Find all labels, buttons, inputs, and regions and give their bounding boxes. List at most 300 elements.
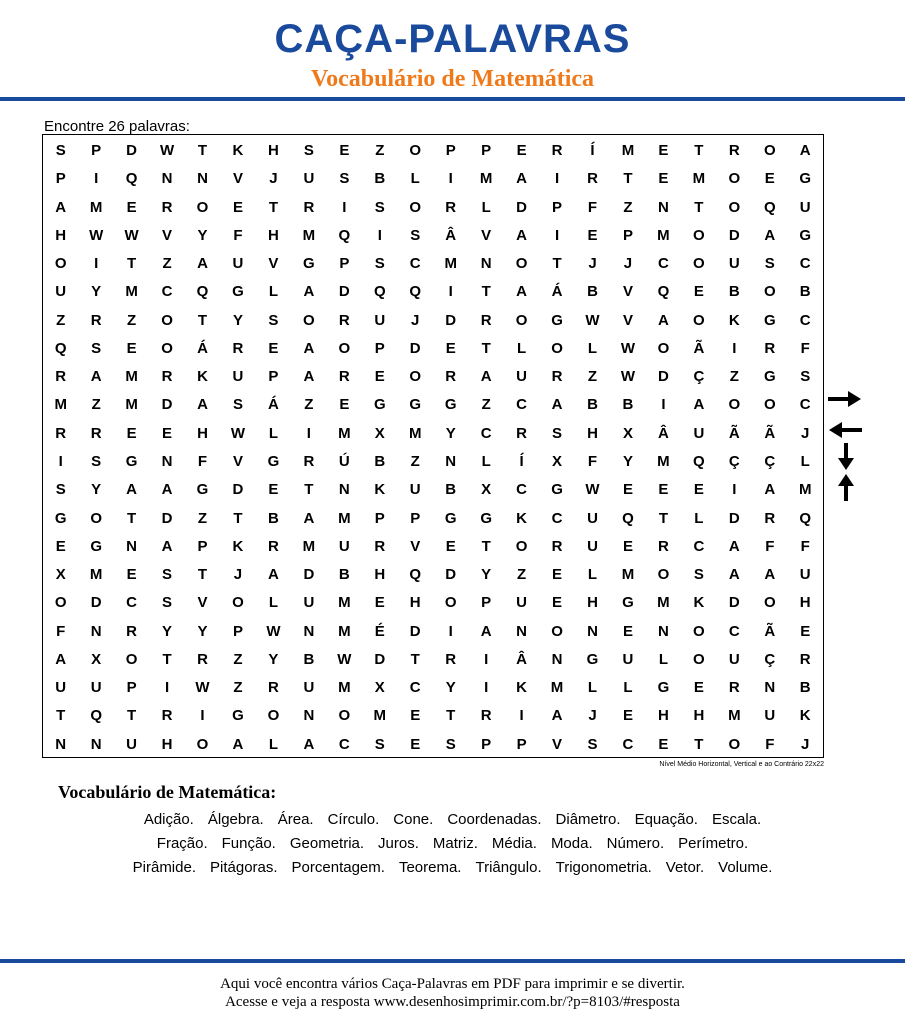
grid-cell[interactable]: L [694, 509, 704, 527]
grid-cell[interactable]: J [623, 255, 633, 273]
grid-cell[interactable]: L [268, 735, 278, 753]
grid-cell[interactable]: A [516, 226, 528, 244]
grid-cell[interactable]: I [377, 226, 382, 244]
grid-cell[interactable]: O [444, 594, 457, 612]
grid-cell[interactable]: J [233, 566, 243, 584]
grid-cell[interactable]: S [232, 396, 243, 414]
grid-cell[interactable]: E [410, 735, 421, 753]
grid-cell[interactable]: P [481, 142, 492, 159]
grid-cell[interactable]: U [55, 283, 67, 301]
grid-cell[interactable]: W [266, 622, 281, 640]
grid-cell[interactable]: X [622, 424, 633, 442]
grid-cell[interactable]: Z [197, 509, 208, 527]
grid-cell[interactable]: A [197, 255, 208, 273]
grid-cell[interactable]: Q [409, 566, 422, 584]
grid-cell[interactable]: H [587, 594, 598, 612]
grid-cell[interactable]: P [481, 594, 492, 612]
grid-cell[interactable]: P [339, 255, 350, 273]
grid-cell[interactable]: R [303, 198, 315, 216]
grid-cell[interactable]: E [658, 170, 669, 188]
grid-cell[interactable]: N [90, 735, 102, 753]
grid-cell[interactable]: D [409, 339, 421, 357]
grid-cell[interactable]: C [622, 735, 634, 753]
grid-cell[interactable]: W [124, 226, 139, 244]
grid-cell[interactable]: N [161, 453, 173, 470]
grid-cell[interactable]: O [196, 198, 209, 216]
grid-cell[interactable]: W [159, 142, 175, 159]
grid-cell[interactable]: B [728, 283, 740, 301]
grid-cell[interactable]: Y [197, 622, 208, 640]
grid-cell[interactable]: O [728, 198, 741, 216]
grid-cell[interactable]: U [693, 424, 705, 442]
grid-cell[interactable]: U [587, 509, 598, 527]
grid-cell[interactable]: M [798, 481, 812, 499]
grid-cell[interactable]: G [444, 396, 457, 414]
grid-cell[interactable]: S [91, 339, 102, 357]
grid-cell[interactable]: K [516, 509, 528, 527]
grid-cell[interactable]: C [693, 537, 705, 555]
grid-cell[interactable]: G [373, 396, 386, 414]
grid-cell[interactable]: B [303, 650, 315, 668]
grid-cell[interactable]: V [197, 594, 208, 612]
grid-cell[interactable]: L [658, 650, 668, 668]
grid-cell[interactable]: F [765, 735, 775, 753]
grid-cell[interactable]: E [445, 537, 456, 555]
grid-cell[interactable]: A [55, 198, 67, 216]
grid-cell[interactable]: S [303, 142, 314, 159]
grid-cell[interactable]: F [765, 537, 775, 555]
grid-cell[interactable]: R [445, 650, 457, 668]
grid-cell[interactable]: A [480, 622, 492, 640]
grid-cell[interactable]: E [658, 735, 669, 753]
grid-cell[interactable]: Q [125, 170, 138, 188]
grid-cell[interactable]: F [197, 453, 208, 470]
grid-cell[interactable]: A [303, 339, 315, 357]
grid-cell[interactable]: Z [375, 142, 385, 159]
grid-cell[interactable]: R [90, 424, 102, 442]
grid-cell[interactable]: A [90, 368, 102, 386]
grid-cell[interactable]: G [196, 481, 209, 499]
grid-cell[interactable]: Q [693, 453, 705, 470]
grid-cell[interactable]: A [55, 650, 67, 668]
grid-cell[interactable]: F [800, 339, 810, 357]
grid-cell[interactable]: T [552, 255, 562, 273]
grid-cell[interactable]: U [303, 170, 315, 188]
grid-cell[interactable]: M [125, 396, 138, 414]
grid-cell[interactable]: M [89, 198, 103, 216]
grid-cell[interactable]: S [800, 368, 811, 386]
grid-cell[interactable]: J [801, 424, 810, 442]
grid-cell[interactable]: R [728, 142, 740, 159]
grid-cell[interactable]: B [587, 396, 598, 414]
grid-cell[interactable]: M [338, 622, 351, 640]
grid-cell[interactable]: I [448, 170, 453, 188]
grid-cell[interactable]: P [55, 170, 66, 188]
grid-cell[interactable]: O [90, 509, 102, 527]
grid-cell[interactable]: R [90, 311, 102, 329]
grid-cell[interactable]: G [622, 594, 634, 612]
grid-cell[interactable]: N [480, 255, 492, 273]
grid-cell[interactable]: Z [729, 368, 739, 386]
grid-cell[interactable]: N [657, 622, 669, 640]
grid-cell[interactable]: B [267, 509, 279, 527]
grid-cell[interactable]: R [267, 679, 279, 697]
grid-cell[interactable]: S [339, 170, 350, 188]
grid-cell[interactable]: O [267, 707, 280, 725]
grid-cell[interactable]: X [91, 650, 102, 668]
grid-cell[interactable]: Q [409, 283, 422, 301]
grid-cell[interactable]: Q [90, 707, 102, 725]
grid-cell[interactable]: D [161, 396, 173, 414]
grid-cell[interactable]: P [91, 142, 102, 159]
grid-cell[interactable]: E [126, 566, 137, 584]
grid-cell[interactable]: W [585, 481, 600, 499]
grid-cell[interactable]: O [657, 339, 670, 357]
grid-cell[interactable]: T [197, 311, 208, 329]
grid-cell[interactable]: A [657, 311, 669, 329]
grid-cell[interactable]: L [481, 198, 491, 216]
grid-cell[interactable]: M [302, 226, 316, 244]
grid-cell[interactable]: M [89, 566, 103, 584]
grid-cell[interactable]: C [657, 255, 669, 273]
grid-cell[interactable]: R [267, 537, 279, 555]
grid-cell[interactable]: K [232, 537, 244, 555]
grid-cell[interactable]: S [162, 566, 173, 584]
grid-cell[interactable]: R [374, 537, 386, 555]
grid-cell[interactable]: Y [481, 566, 492, 584]
grid-cell[interactable]: N [516, 622, 528, 640]
grid-cell[interactable]: I [661, 396, 666, 414]
grid-cell[interactable]: H [267, 226, 279, 244]
grid-cell[interactable]: E [445, 339, 456, 357]
grid-cell[interactable]: Y [162, 622, 173, 640]
grid-cell[interactable]: R [338, 368, 350, 386]
grid-cell[interactable]: Q [763, 198, 776, 216]
grid-cell[interactable]: A [728, 537, 740, 555]
grid-cell[interactable]: P [516, 735, 527, 753]
grid-cell[interactable]: G [90, 537, 102, 555]
grid-cell[interactable]: R [445, 198, 457, 216]
grid-cell[interactable]: R [445, 368, 457, 386]
grid-cell[interactable]: W [89, 226, 104, 244]
grid-cell[interactable]: B [587, 283, 598, 301]
grid-cell[interactable]: O [196, 735, 209, 753]
grid-cell[interactable]: S [445, 735, 456, 753]
grid-cell[interactable]: V [232, 170, 243, 188]
grid-cell[interactable]: U [587, 537, 598, 555]
grid-cell[interactable]: V [232, 453, 243, 470]
grid-cell[interactable]: R [55, 368, 67, 386]
grid-cell[interactable]: Á [551, 283, 563, 301]
grid-cell[interactable]: D [445, 311, 457, 329]
grid-cell[interactable]: R [55, 424, 67, 442]
grid-cell[interactable]: Y [268, 650, 279, 668]
grid-cell[interactable]: R [551, 537, 563, 555]
grid-cell[interactable]: P [410, 509, 421, 527]
grid-cell[interactable]: O [763, 594, 776, 612]
grid-cell[interactable]: B [799, 679, 811, 697]
grid-cell[interactable]: Â [657, 424, 669, 442]
grid-cell[interactable]: Ç [764, 453, 776, 470]
grid-cell[interactable]: I [554, 226, 560, 244]
grid-cell[interactable]: Á [267, 396, 279, 414]
grid-cell[interactable]: R [232, 339, 244, 357]
grid-cell[interactable]: K [693, 594, 705, 612]
grid-cell[interactable]: O [693, 255, 705, 273]
grid-cell[interactable]: E [162, 424, 173, 442]
grid-cell[interactable]: D [728, 594, 740, 612]
grid-cell[interactable]: D [338, 283, 350, 301]
grid-cell[interactable]: L [517, 339, 527, 357]
grid-cell[interactable]: L [587, 566, 598, 584]
grid-cell[interactable]: T [56, 707, 66, 725]
grid-cell[interactable]: D [409, 622, 421, 640]
grid-cell[interactable]: M [621, 566, 635, 584]
grid-cell[interactable]: A [126, 481, 138, 499]
grid-cell[interactable]: U [55, 679, 67, 697]
grid-cell[interactable]: E [693, 283, 704, 301]
grid-cell[interactable]: V [410, 537, 421, 555]
grid-cell[interactable]: E [552, 594, 563, 612]
grid-cell[interactable]: R [728, 679, 740, 697]
grid-cell[interactable]: G [267, 453, 280, 470]
grid-cell[interactable]: Z [56, 311, 66, 329]
grid-cell[interactable]: A [161, 481, 173, 499]
grid-cell[interactable]: W [620, 339, 636, 357]
grid-cell[interactable]: C [409, 255, 421, 273]
grid-cell[interactable]: O [693, 650, 705, 668]
grid-cell[interactable]: O [303, 311, 315, 329]
grid-cell[interactable]: P [374, 339, 385, 357]
grid-cell[interactable]: T [446, 707, 456, 725]
grid-cell[interactable]: X [481, 481, 492, 499]
grid-cell[interactable]: G [551, 311, 563, 329]
grid-cell[interactable]: É [374, 622, 385, 640]
grid-cell[interactable]: G [54, 509, 67, 527]
grid-cell[interactable]: C [409, 679, 421, 697]
grid-cell[interactable]: Z [91, 396, 101, 414]
grid-cell[interactable]: Ç [728, 453, 740, 470]
grid-cell[interactable]: E [268, 339, 279, 357]
grid-cell[interactable]: O [515, 255, 528, 273]
grid-cell[interactable]: E [374, 594, 385, 612]
grid-cell[interactable]: C [551, 509, 563, 527]
grid-cell[interactable]: G [409, 396, 422, 414]
grid-cell[interactable]: D [516, 198, 528, 216]
grid-cell[interactable]: Í [519, 453, 524, 470]
grid-cell[interactable]: P [374, 509, 385, 527]
grid-cell[interactable]: O [409, 198, 422, 216]
grid-cell[interactable]: D [126, 142, 138, 159]
grid-cell[interactable]: B [338, 566, 350, 584]
grid-cell[interactable]: M [125, 368, 138, 386]
grid-cell[interactable]: Q [657, 283, 670, 301]
grid-cell[interactable]: Y [91, 283, 102, 301]
grid-cell[interactable]: S [55, 481, 66, 499]
grid-cell[interactable]: R [764, 339, 776, 357]
grid-cell[interactable]: O [54, 255, 67, 273]
grid-cell[interactable]: M [338, 509, 351, 527]
grid-cell[interactable]: O [551, 339, 563, 357]
grid-cell[interactable]: K [232, 142, 244, 159]
grid-cell[interactable]: O [338, 339, 351, 357]
grid-cell[interactable]: S [162, 594, 173, 612]
grid-cell[interactable]: Y [197, 226, 208, 244]
grid-cell[interactable]: R [657, 537, 669, 555]
grid-cell[interactable]: Y [445, 424, 456, 442]
grid-cell[interactable]: S [552, 424, 563, 442]
grid-cell[interactable]: L [268, 424, 278, 442]
grid-cell[interactable]: R [197, 650, 208, 668]
grid-cell[interactable]: F [233, 226, 243, 244]
grid-cell[interactable]: E [800, 622, 811, 640]
grid-cell[interactable]: B [445, 481, 457, 499]
grid-cell[interactable]: E [658, 481, 669, 499]
grid-cell[interactable]: A [516, 170, 528, 188]
grid-cell[interactable]: P [126, 679, 137, 697]
grid-cell[interactable]: I [342, 198, 347, 216]
grid-cell[interactable]: E [658, 142, 669, 159]
grid-cell[interactable]: D [161, 509, 173, 527]
grid-cell[interactable]: T [162, 650, 172, 668]
grid-cell[interactable]: O [409, 368, 422, 386]
grid-cell[interactable]: N [55, 735, 67, 753]
grid-cell[interactable]: U [409, 481, 421, 499]
grid-cell[interactable]: C [161, 283, 173, 301]
grid-cell[interactable]: M [338, 679, 351, 697]
grid-cell[interactable]: U [516, 594, 528, 612]
grid-cell[interactable]: I [519, 707, 524, 725]
grid-cell[interactable]: B [374, 453, 386, 470]
grid-cell[interactable]: I [306, 424, 311, 442]
grid-cell[interactable]: Z [623, 198, 633, 216]
grid-cell[interactable]: Z [162, 255, 172, 273]
grid-cell[interactable]: O [693, 311, 705, 329]
grid-cell[interactable]: M [408, 424, 422, 442]
grid-cell[interactable]: I [448, 283, 453, 301]
grid-cell[interactable]: V [622, 283, 633, 301]
grid-cell[interactable]: W [337, 650, 352, 668]
grid-cell[interactable]: P [197, 537, 208, 555]
grid-cell[interactable]: E [622, 707, 633, 725]
grid-cell[interactable]: U [303, 594, 315, 612]
grid-cell[interactable]: N [303, 707, 315, 725]
grid-cell[interactable]: J [588, 707, 597, 725]
grid-cell[interactable]: G [232, 283, 244, 301]
grid-cell[interactable]: Y [232, 311, 243, 329]
grid-cell[interactable]: E [126, 424, 137, 442]
grid-cell[interactable]: R [480, 707, 492, 725]
grid-cell[interactable]: T [623, 170, 633, 188]
grid-cell[interactable]: P [622, 226, 633, 244]
grid-cell[interactable]: E [693, 679, 704, 697]
grid-cell[interactable]: A [764, 226, 776, 244]
grid-cell[interactable]: E [126, 198, 137, 216]
grid-cell[interactable]: A [764, 481, 776, 499]
grid-cell[interactable]: M [373, 707, 387, 725]
grid-cell[interactable]: V [552, 735, 563, 753]
grid-cell[interactable]: C [728, 622, 740, 640]
grid-cell[interactable]: N [587, 622, 598, 640]
grid-cell[interactable]: T [658, 509, 668, 527]
grid-cell[interactable]: D [728, 509, 740, 527]
grid-cell[interactable]: D [374, 650, 386, 668]
grid-cell[interactable]: A [303, 735, 315, 753]
grid-cell[interactable]: O [551, 622, 563, 640]
grid-cell[interactable]: I [484, 679, 489, 697]
grid-cell[interactable]: L [268, 594, 278, 612]
grid-cell[interactable]: R [551, 142, 563, 159]
grid-cell[interactable]: U [799, 198, 811, 216]
grid-cell[interactable]: K [516, 679, 528, 697]
grid-cell[interactable]: N [90, 622, 102, 640]
grid-cell[interactable]: E [622, 481, 633, 499]
grid-cell[interactable]: U [90, 679, 102, 697]
grid-cell[interactable]: C [516, 396, 528, 414]
grid-cell[interactable]: C [516, 481, 528, 499]
grid-cell[interactable]: N [445, 453, 457, 470]
grid-cell[interactable]: U [728, 255, 740, 273]
grid-cell[interactable]: R [126, 622, 138, 640]
grid-cell[interactable]: G [586, 650, 599, 668]
grid-cell[interactable]: O [693, 226, 705, 244]
grid-cell[interactable]: E [693, 481, 704, 499]
grid-cell[interactable]: Q [54, 339, 67, 357]
grid-cell[interactable]: V [162, 226, 173, 244]
grid-cell[interactable]: E [126, 339, 137, 357]
grid-cell[interactable]: L [800, 453, 810, 470]
grid-cell[interactable]: G [799, 170, 812, 188]
grid-cell[interactable]: I [554, 170, 560, 188]
grid-cell[interactable]: H [374, 566, 386, 584]
grid-cell[interactable]: Z [304, 396, 314, 414]
grid-cell[interactable]: U [232, 368, 244, 386]
grid-cell[interactable]: P [552, 198, 563, 216]
grid-cell[interactable]: F [800, 537, 810, 555]
grid-cell[interactable]: I [484, 650, 489, 668]
grid-cell[interactable]: M [338, 424, 351, 442]
grid-cell[interactable]: T [481, 537, 491, 555]
grid-cell[interactable]: J [269, 170, 278, 188]
grid-cell[interactable]: T [304, 481, 314, 499]
grid-cell[interactable]: T [481, 339, 491, 357]
grid-cell[interactable]: S [55, 142, 66, 159]
grid-cell[interactable]: H [409, 594, 421, 612]
grid-cell[interactable]: S [91, 453, 102, 470]
grid-cell[interactable]: R [161, 368, 173, 386]
grid-cell[interactable]: R [516, 424, 528, 442]
grid-cell[interactable]: T [197, 142, 208, 159]
grid-cell[interactable]: O [161, 311, 173, 329]
grid-cell[interactable]: Z [481, 396, 491, 414]
grid-cell[interactable]: Z [127, 311, 137, 329]
grid-cell[interactable]: F [56, 622, 66, 640]
grid-cell[interactable]: X [374, 424, 385, 442]
grid-cell[interactable]: U [516, 368, 528, 386]
grid-cell[interactable]: N [126, 537, 138, 555]
grid-cell[interactable]: Q [196, 283, 209, 301]
grid-cell[interactable]: J [588, 255, 597, 273]
grid-cell[interactable]: A [197, 396, 208, 414]
grid-cell[interactable]: D [232, 481, 244, 499]
grid-cell[interactable]: I [58, 453, 63, 470]
grid-cell[interactable]: I [732, 481, 737, 499]
grid-cell[interactable]: C [799, 311, 811, 329]
grid-cell[interactable]: C [338, 735, 350, 753]
grid-cell[interactable]: P [268, 368, 279, 386]
grid-cell[interactable]: Z [587, 368, 598, 386]
grid-cell[interactable]: U [338, 537, 350, 555]
